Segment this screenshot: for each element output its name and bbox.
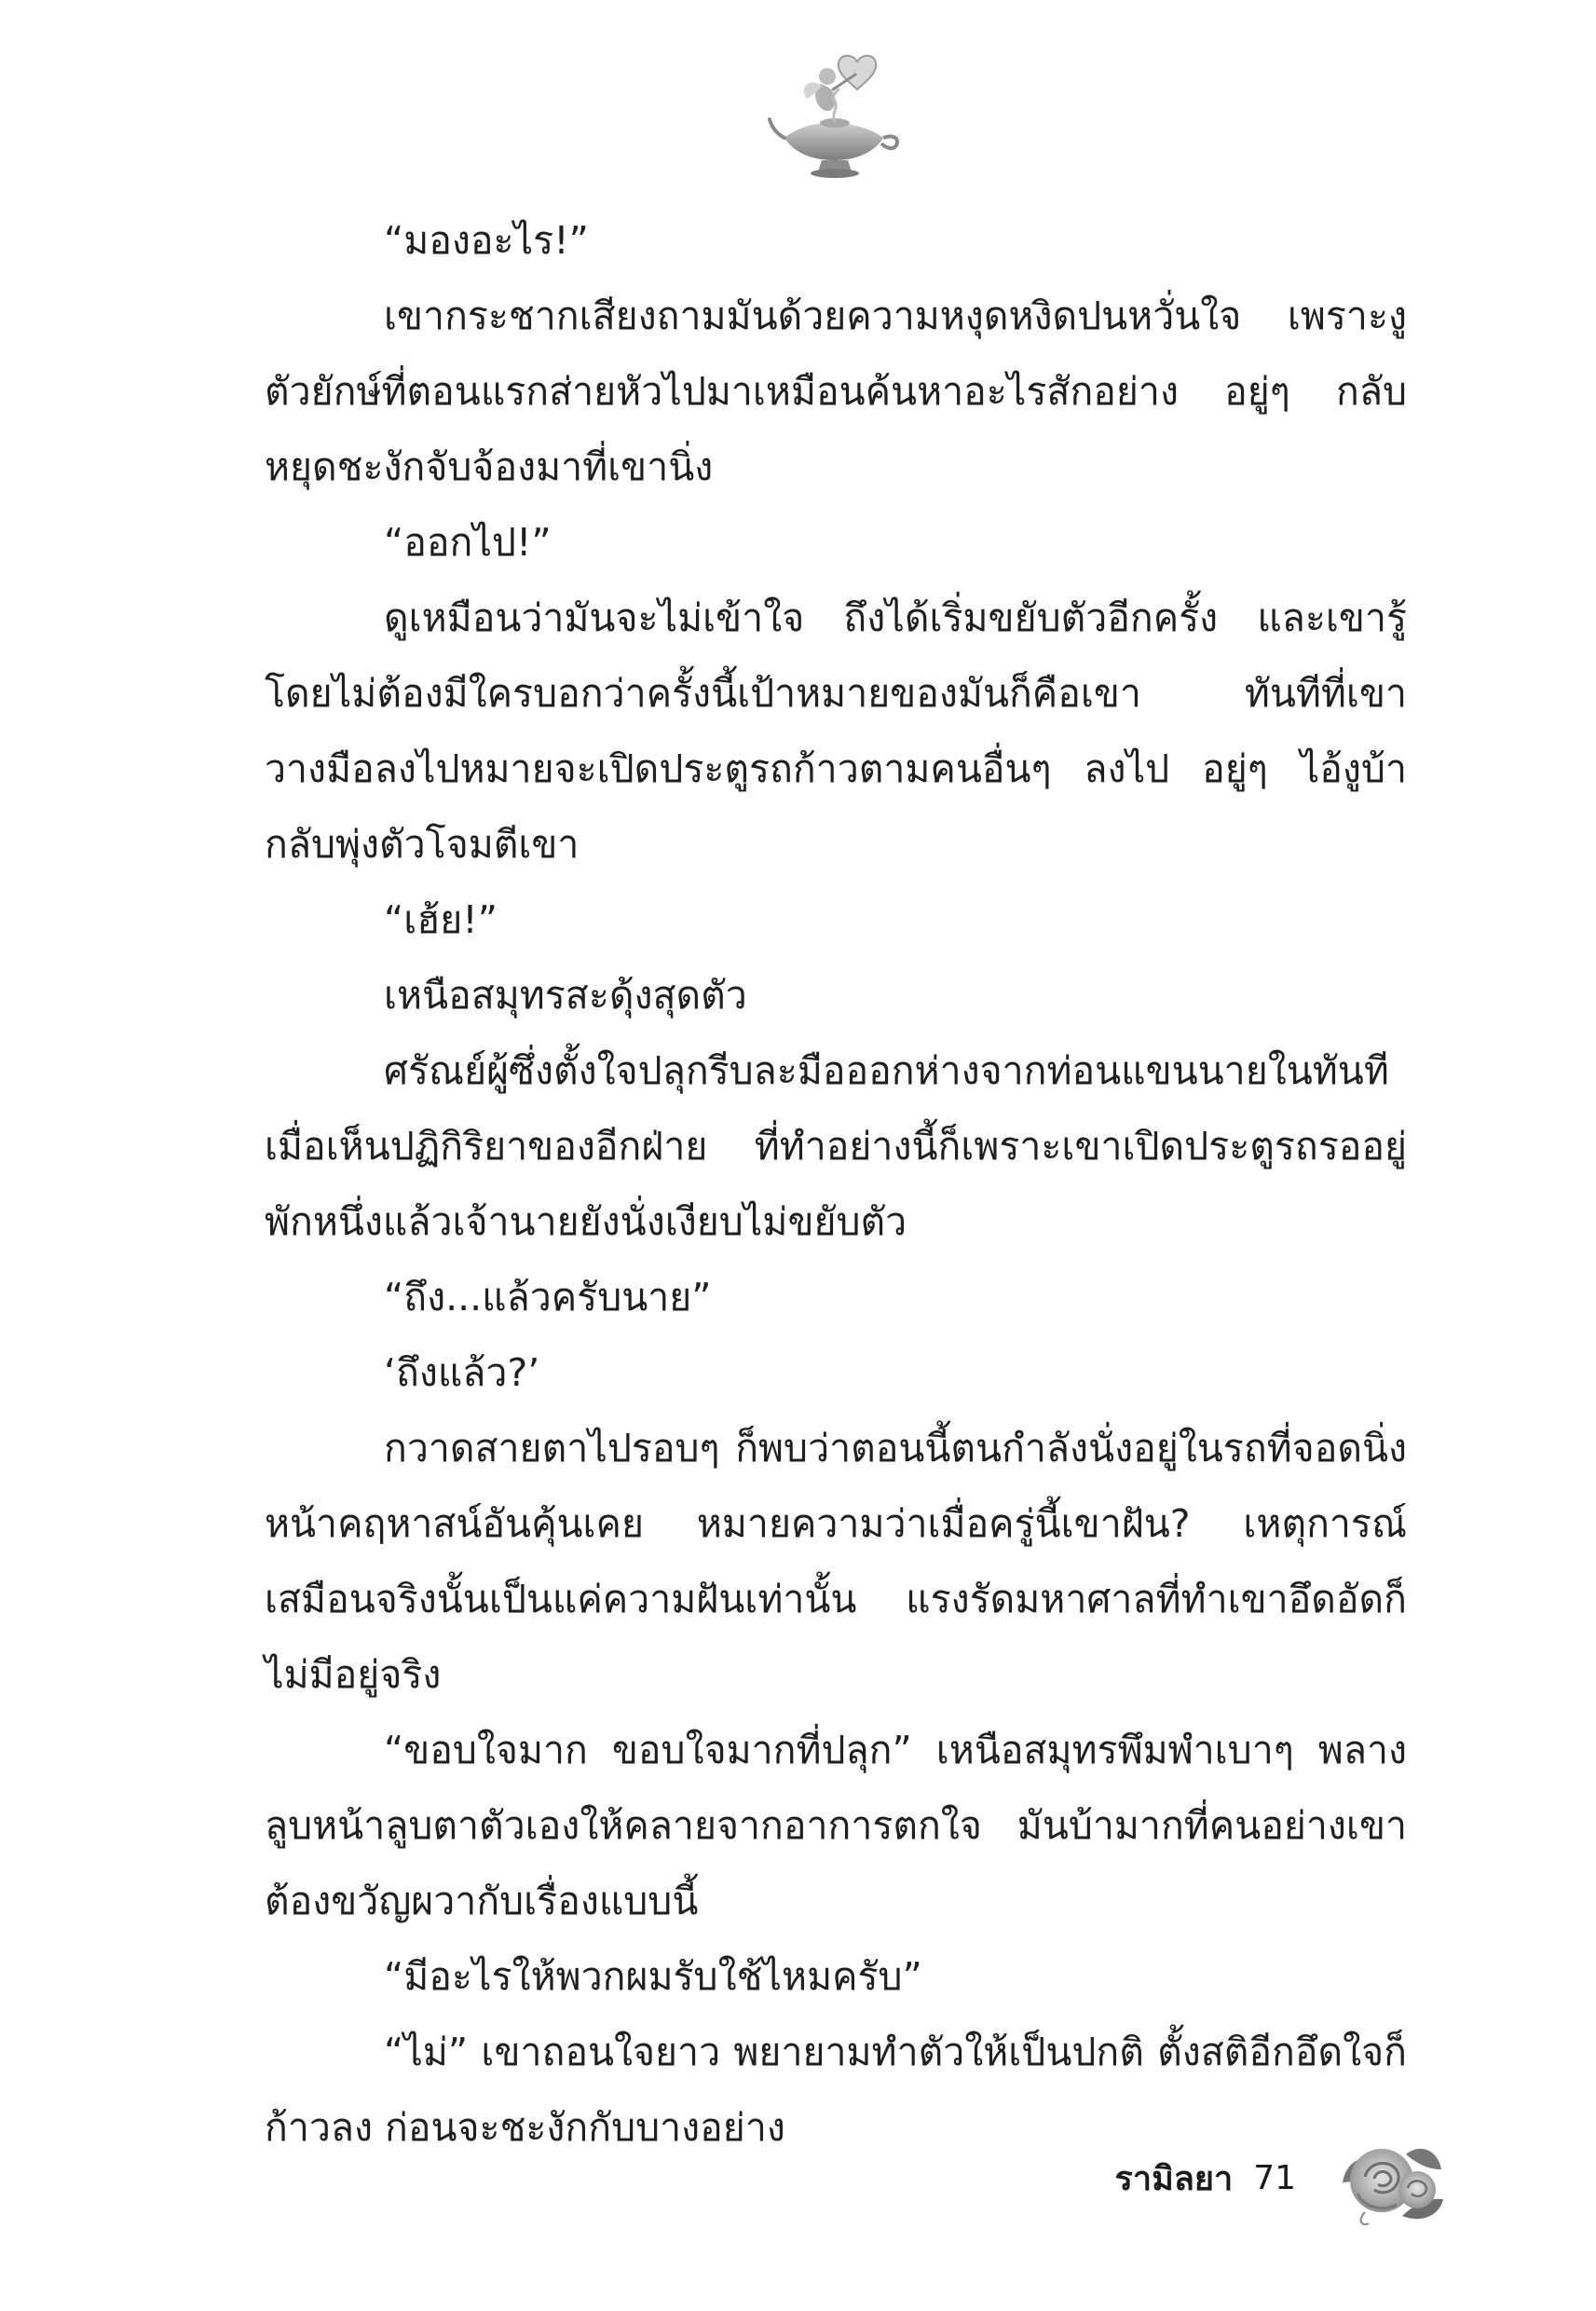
paragraph: กวาดสายตาไปรอบๆ ก็พบว่าตอนนี้ตนกำลังนั่งอยู่ในรถที่จอดนิ่งหน้าคฤหาสน์อันคุ้นเคย หมายความว่าเมื่อครู่นี้เขาฝัน? เหตุการณ์เสมือนจริงนั้นเป็นแค่ความฝันเท่านั้น แรงรัดมหาศาลที่ทำเขาอึดอัดก็ไม่มีอยู่จริง [265,1426,1407,1697]
paragraph: “ถึง...แล้วครับนาย” [384,1275,712,1320]
paragraph: ศรัณย์ผู้ซึ่งตั้งใจปลุกรีบละมือออกห่างจากท่อนแขนนายในทันทีเมื่อเห็นปฏิกิริยาของอีกฝ่าย ที่ทำอย่างนี้ก็เพราะเขาเปิดประตูรถรออยู่พักหนึ่งแล้วเจ้านายยังนั่งเงียบไม่ขยับตัว [265,1048,1407,1244]
paragraph: “ขอบใจมาก ขอบใจมากที่ปลุก” เหนือสมุทรพึมพำเบาๆ พลางลูบหน้าลูบตาตัวเองให้คลายจากอาการตกใจ มันบ้ามากที่คนอย่างเขาต้องขวัญผวากับเรื่องแบบนี้ [265,1728,1407,1923]
paragraph: “มองอะไร!” [384,218,589,263]
paragraph: ‘ถึงแล้ว?’ [384,1350,540,1395]
story-body [265,203,1407,2150]
page-number: 71 [1253,2158,1296,2197]
paragraph: “ไม่” เขาถอนใจยาว พยายามทำตัวให้เป็นปกติ ตั้งสติอีกอึดใจก็ก้าวลง ก่อนจะชะงักกับบางอย่าง [265,2030,1407,2150]
paragraph: ดูเหมือนว่ามันจะไม่เข้าใจ ถึงได้เริ่มขยับตัวอีกครั้ง และเขารู้โดยไม่ต้องมีใครบอกว่าครั้งนี้เป้าหมายของมันก็คือเขา ทันทีที่เขาวางมือลงไปหมายจะเปิดประตูรถก้าวตามคนอื่นๆ ลงไป อยู่ๆ ไอ้งูบ้ากลับพุ่งตัวโจมตีเขา [265,595,1407,867]
paragraph: เขากระชากเสียงถามมันด้วยความหงุดหงิดปนหวั่นใจ เพราะงูตัวยักษ์ที่ตอนแรกส่ายหัวไปมาเหมือนค้นหาอะไรสักอย่าง อยู่ๆ กลับหยุดชะงักจับจ้องมาที่เขานิ่ง [265,294,1407,489]
paragraph: “มีอะไรให้พวกผมรับใช้ไหมครับ” [384,1954,922,1999]
paragraph: “ออกไป!” [384,520,552,565]
paragraph: “เฮ้ย!” [384,897,498,942]
book-title: รามิลยา [1114,2159,1234,2198]
rose-icon [1337,2126,1447,2229]
page-footer [1115,2117,1447,2238]
paragraph: เหนือสมุทรสะดุ้งสุดตัว [384,973,747,1018]
genie-lamp-cupid-icon [766,48,906,188]
